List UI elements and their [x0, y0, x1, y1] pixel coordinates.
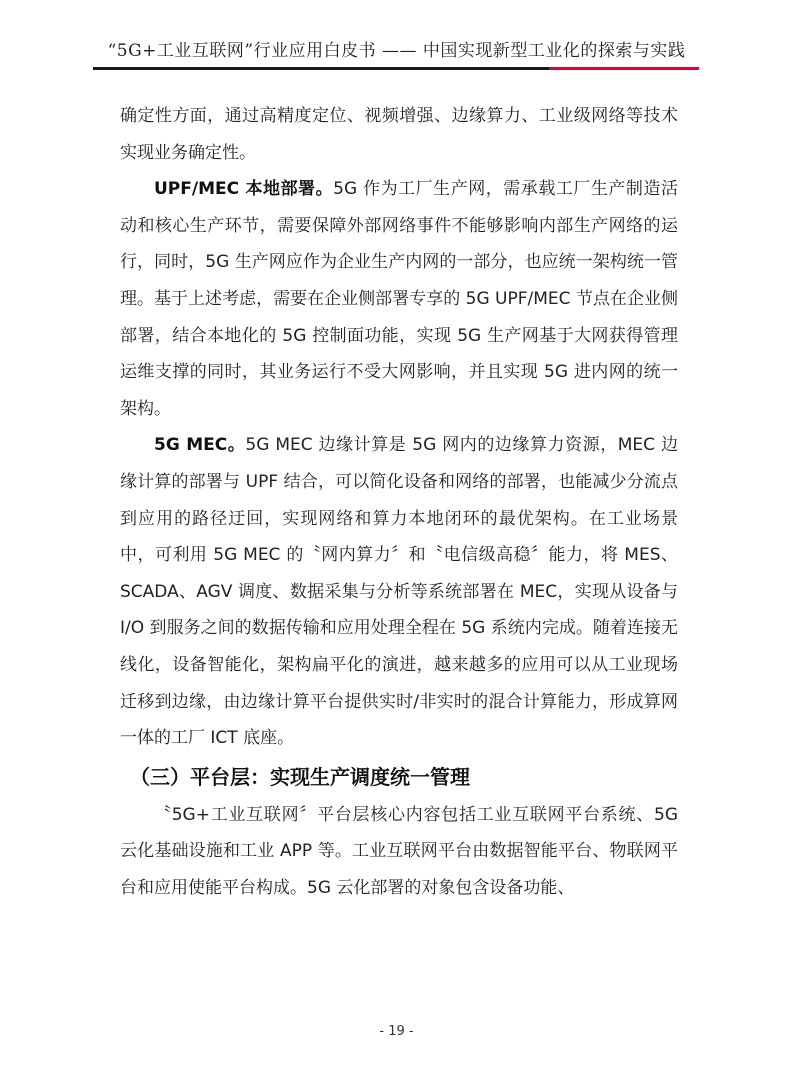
paragraph-text-upf-mec: 5G 作为工厂生产网，需承载工厂生产制造活动和核心生产环节，需要保障外部网络事件不能够影响内部生产网络的运行，同时，5G 生产网应作为企业生产内网的一部分，也应统一架构统一管理。基于上述考虑，需要在企业侧部署专享的 5G UPF/MEC 节点在企业侧部署，结合本地化的 5G 控制面功能，实现 5G 生产网基于大网获得管理运维支撑的同时，其业务运行不受大网影响，并且实现 5G 进内网的统一架构。: [120, 179, 678, 419]
paragraph-platform-layer: 〝5G+工业互联网〞平台层核心内容包括工业互联网平台系统、5G 云化基础设施和工业 APP 等。工业互联网平台由数据智能平台、物联网平台和应用使能平台构成。5G 云化部署的对象包含设备功能、: [120, 804, 678, 898]
paragraph-text-5g-mec: 5G MEC 边缘计算是 5G 网内的边缘算力资源，MEC 边缘计算的部署与 UPF 结合，可以简化设备和网络的部署，也能减少分流点到应用的路径迂回，实现网络和算力本地闭环的最优架构。在工业场景中，可利用 5G MEC 的〝网内算力〞和〝电信级高稳〞能力，将 MES、SCADA、AGV 调度、数据采集与分析等系统部署在 MEC，实现从设备与 I/O 到服务之间的数据传输和应用处理全程在 5G 系统内完成。随着连接无线化，设备智能化，架构扁平化的演进，越来越多的应用可以从工业现场迁移到边缘，由边缘计算平台提供实时/非实时的混合计算能力，形成算网一体的工厂 ICT 底座。: [120, 435, 678, 749]
paragraph-5g-mec: [120, 427, 678, 756]
section-heading: （三）平台层：实现生产调度统一管理: [130, 764, 470, 789]
header-rule-red: [549, 67, 699, 70]
paragraph-lead-upf-mec: UPF/MEC 本地部署。: [154, 179, 334, 200]
body-content: [120, 98, 678, 906]
running-header-title: “5G+工业互联网”行业应用白皮书 —— 中国实现新型工业化的探索与实践: [107, 41, 686, 61]
paragraph-upf-mec: [120, 171, 678, 427]
header-rule-black: [93, 67, 549, 70]
paragraph-continuation: 确定性方面，通过高精度定位、视频增强、边缘算力、工业级网络等技术实现业务确定性。: [120, 106, 678, 163]
paragraph-lead-5g-mec: 5G MEC。: [154, 435, 246, 456]
page-number: - 19 -: [379, 1024, 414, 1039]
